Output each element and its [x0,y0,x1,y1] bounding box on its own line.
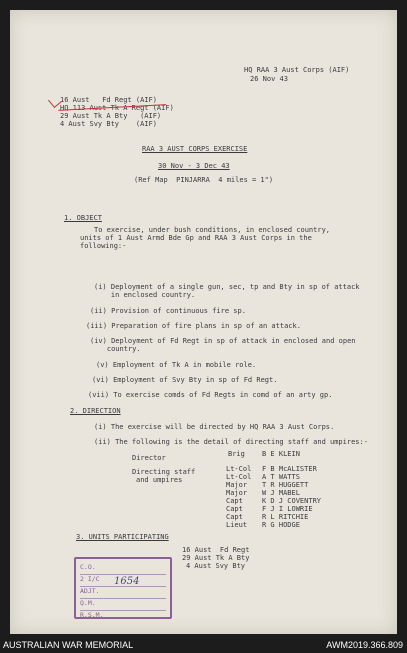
object-item: (iv) Deployment of Fd Regt in sp of attack in enclosed and open [90,337,356,345]
footer-accession-number: AWM2019.366.809 [326,640,403,650]
exercise-title: RAA 3 AUST CORPS EXERCISE [142,145,248,153]
staff-rank: Lt-Col [226,465,252,473]
direction-line-i: (i) The exercise will be directed by HQ RAA 3 Aust Corps. [94,423,335,431]
staff-name: R G HODGE [262,521,300,529]
staff-rank: Major [226,481,248,489]
object-item-continued: in enclosed country. [94,291,196,299]
staff-name: T R HUGGETT [262,481,309,489]
directing-staff-label: and umpires [136,476,183,484]
participating-unit: 4 Aust Svy Bty [186,562,246,570]
footer-institution: AUSTRALIAN WAR MEMORIAL [3,640,134,650]
object-item: (iii) Preparation of fire plans in sp of an attack. [86,322,301,330]
staff-name: A T WATTS [262,473,300,481]
stamp-line: R.S.M. [80,611,104,619]
staff-name: W J MABEL [262,489,300,497]
distribution-line: 4 Aust Svy Bty (AIF) [60,120,157,128]
staff-rank: Lt-Col [226,473,252,481]
distribution-line: HQ 113 Aust Tk A Regt (AIF) [60,104,174,112]
staff-name: K D J COVENTRY [262,497,322,505]
director-label: Director [132,454,166,462]
footer-bar [0,637,407,653]
participating-unit: 29 Aust Tk A Bty [182,554,250,562]
section-direction-heading: 2. DIRECTION [70,407,121,415]
participating-unit: 16 Aust Fd Regt [182,546,250,554]
stamp-line: 2 I/C [80,575,166,587]
object-item-continued: country. [90,345,141,353]
object-item: (v) Employment of Tk A in mobile role. [96,361,257,369]
stamp-handwritten-number: 1654 [114,576,140,587]
hq-heading: HQ RAA 3 Aust Corps (AIF) [244,66,350,74]
object-intro-line: To exercise, under bush conditions, in enclosed country, [94,226,331,234]
object-item: (ii) Provision of continuous fire sp. [90,307,246,315]
staff-rank: Capt [226,513,243,521]
object-item: (i) Deployment of a single gun, sec, tp and Bty in sp of attack [94,283,360,291]
object-item: (vii) To exercise comds of Fd Regts in comd of an arty gp. [88,391,333,399]
document-date: 26 Nov 43 [250,75,288,83]
reference-map: (Ref Map PINJARRA 4 miles = 1") [134,176,274,184]
stamp-line: C.O. [80,563,166,575]
directing-staff-label: Directing staff [132,468,196,476]
stamp-line: Q.M. [80,599,166,611]
staff-rank: Capt [226,505,243,513]
section-units-heading: 3. UNITS PARTICIPATING [76,533,169,541]
staff-name: F B McALISTER [262,465,317,473]
object-intro-line: following:- [80,242,127,250]
object-intro-line: units of 1 Aust Armd Bde Gp and RAA 3 Aust Corps in the [80,234,312,242]
staff-name: F J I LOWRIE [262,505,313,513]
staff-name: B E KLEIN [262,450,300,458]
office-received-stamp [74,557,172,619]
exercise-dates: 30 Nov - 3 Dec 43 [158,162,230,170]
staff-rank: Major [226,489,248,497]
distribution-line: 29 Aust Tk A Bty (AIF) [60,112,162,120]
staff-rank: Capt [226,497,243,505]
stamp-line: ADJT. [80,587,166,599]
section-object-heading: 1. OBJECT [64,214,102,222]
direction-line-ii: (ii) The following is the detail of directing staff and umpires:- [94,438,368,446]
object-item: (vi) Employment of Svy Bty in sp of Fd Regt. [92,376,278,384]
staff-rank: Brig [228,450,245,458]
staff-rank: Lieut [226,521,248,529]
distribution-line: 16 Aust Fd Regt (AIF) [60,96,157,104]
staff-name: R L RITCHIE [262,513,309,521]
